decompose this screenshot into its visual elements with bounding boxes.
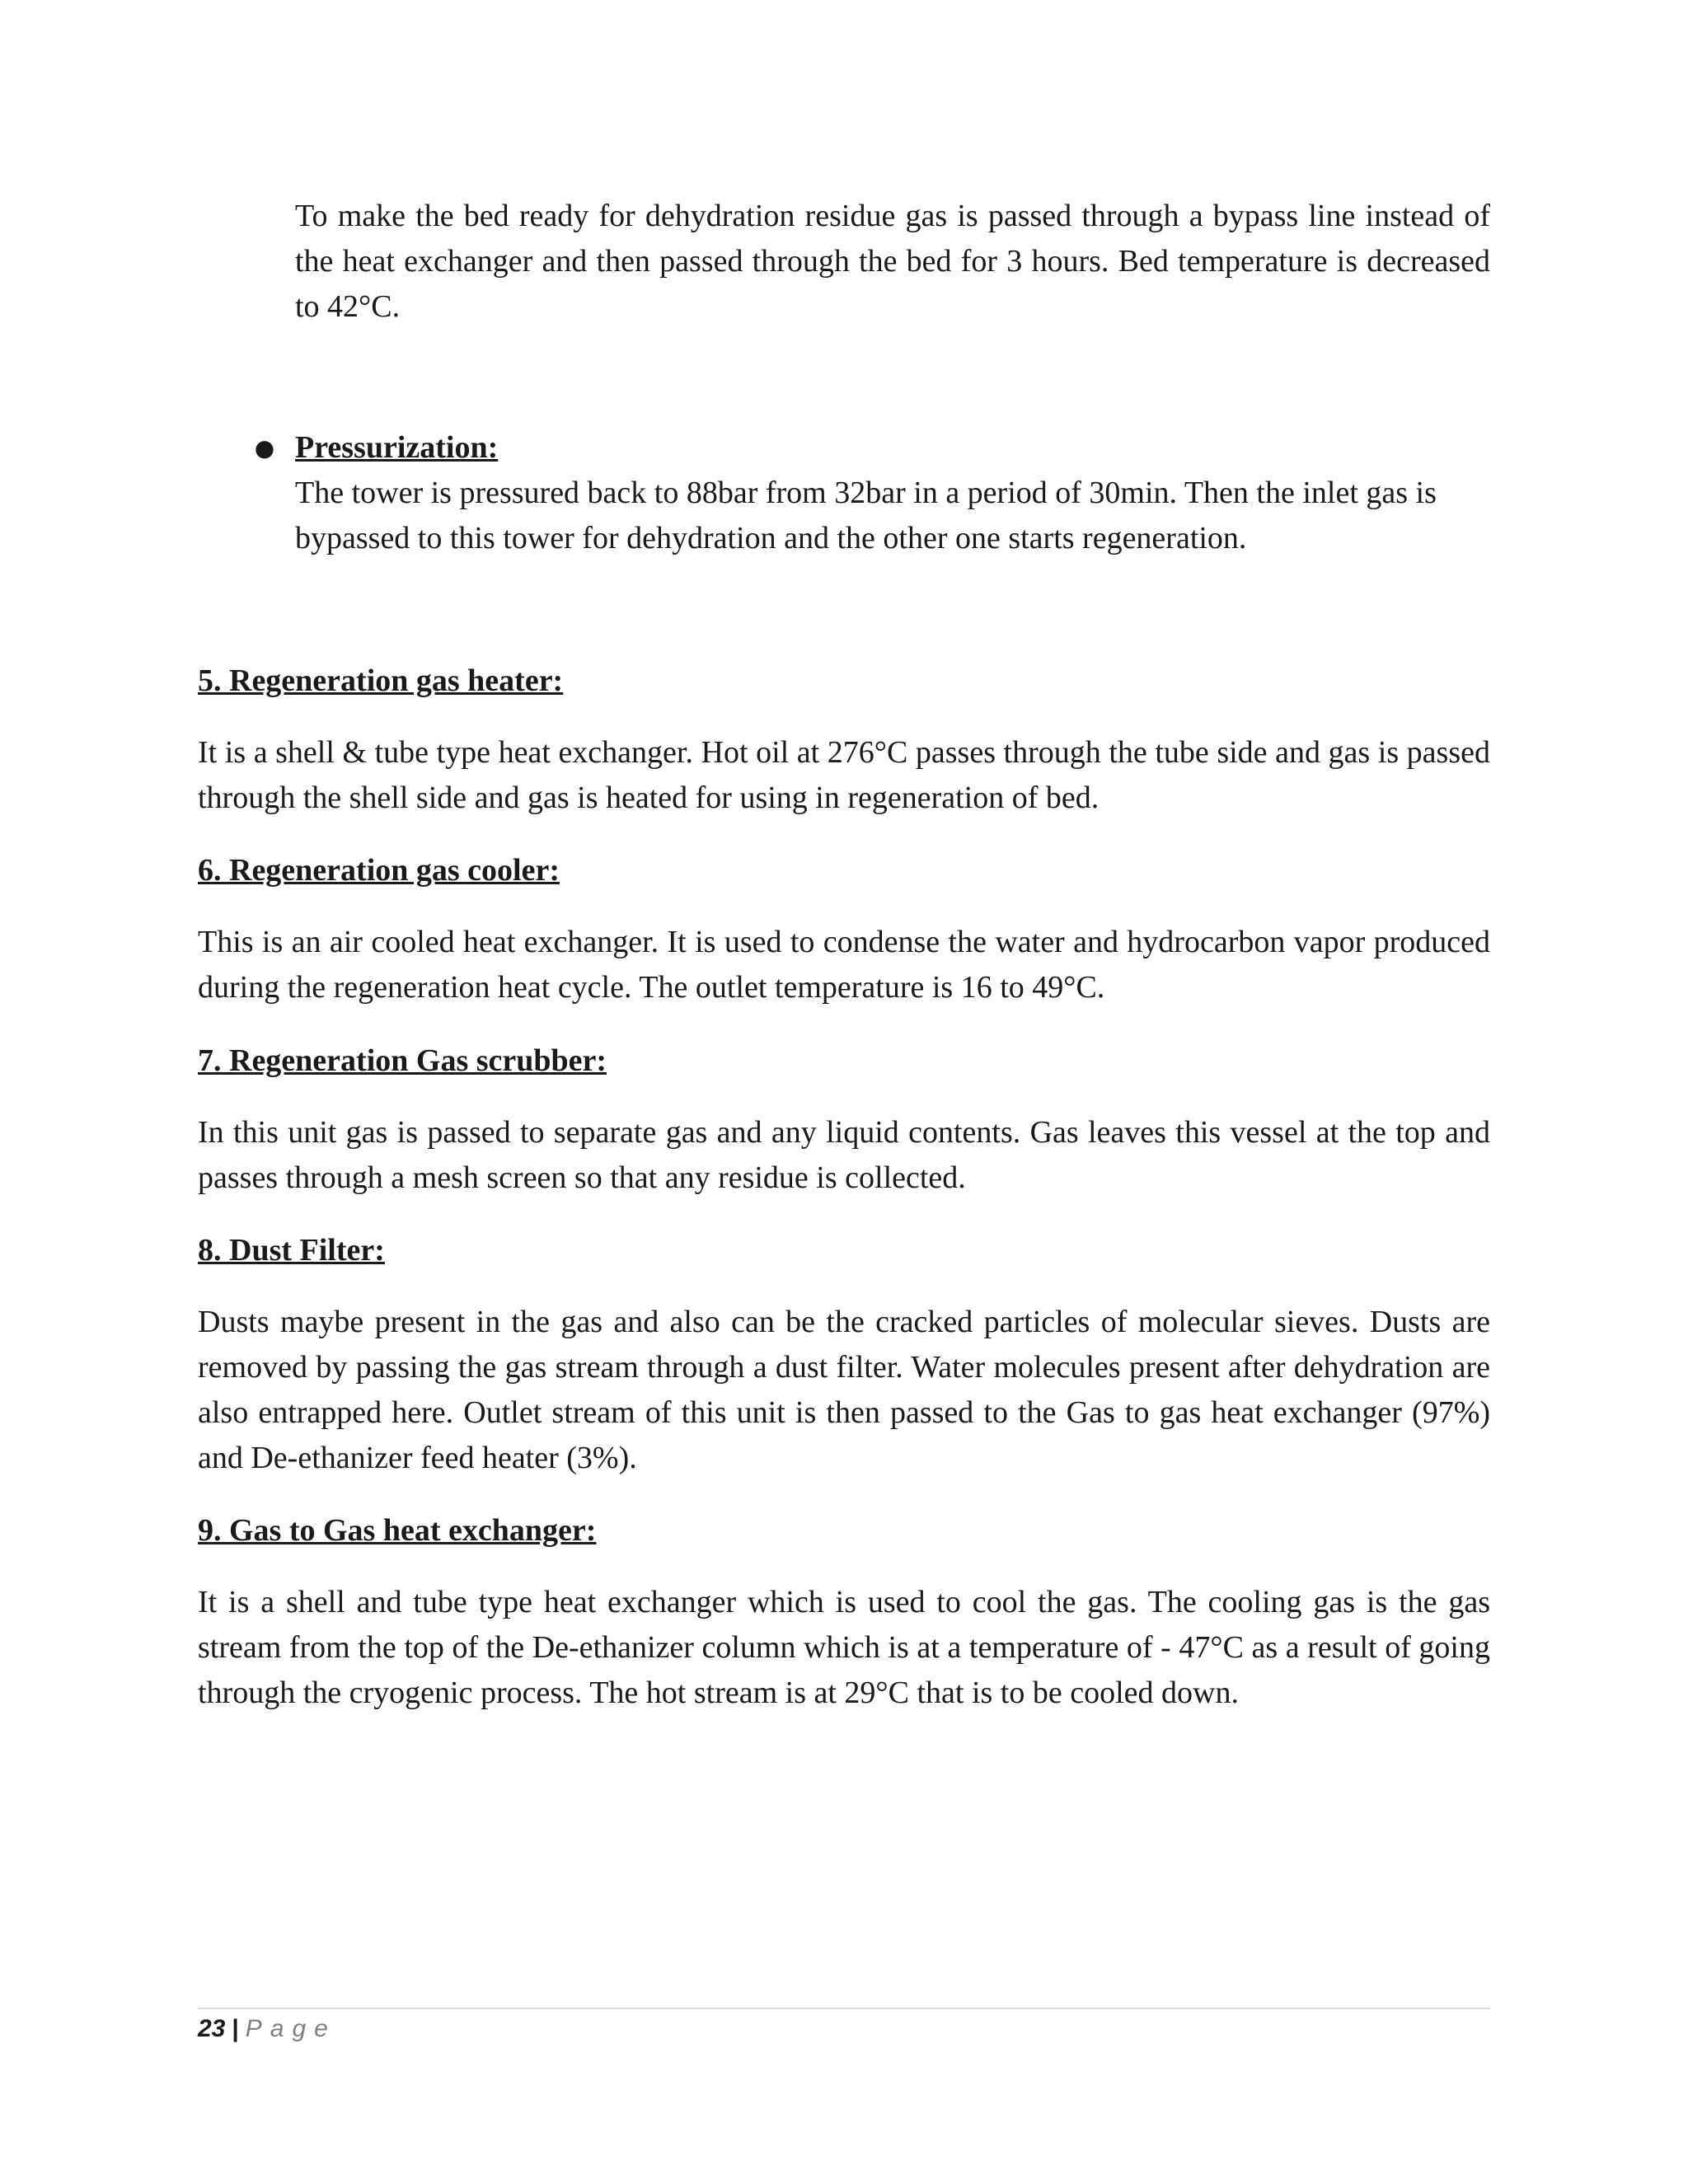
page-label: Page <box>245 2015 336 2042</box>
section-body-regeneration-gas-scrubber: In this unit gas is passed to separate gas and any liquid contents. Gas leaves this vessel at the top and passes through a mesh screen so that any residue is collected. <box>198 1115 1490 1195</box>
section-heading-regeneration-gas-cooler: 6. Regeneration gas cooler: <box>198 853 560 888</box>
section-body-regeneration-gas-cooler: This is an air cooled heat exchanger. It is used to condense the water and hydrocarbon vapor produced during the regeneration heat cycle. The outlet temperature is 16 to 49°C. <box>198 925 1490 1005</box>
bullet-item-pressurization <box>254 425 1490 561</box>
section-body-regeneration-gas-heater: It is a shell & tube type heat exchanger. Hot oil at 276°C passes through the tube side and gas is passed through the shell side and gas is heated for using in regeneration of bed. <box>198 735 1490 815</box>
section-heading-regeneration-gas-heater: 5. Regeneration gas heater: <box>198 663 564 698</box>
section-heading-regeneration-gas-scrubber: 7. Regeneration Gas scrubber: <box>198 1043 607 1078</box>
section-body-gas-to-gas-heat-exchanger: It is a shell and tube type heat exchanger which is used to cool the gas. The cooling gas is the gas stream from the top of the De-ethanizer column which is at a temperature of - 47°C as a result of going through the cryogenic process. The hot stream is at 29°C that is to be cooled down. <box>198 1585 1490 1710</box>
section-body-dust-filter: Dusts maybe present in the gas and also can be the cracked particles of molecular sieves. Dusts are removed by passing the gas stream through a dust filter. Water molecules present after dehydration are also entrapped here. Outlet stream of this unit is then passed to the Gas to gas heat exchanger (97%) and De-ethanizer feed heater (3%). <box>198 1305 1490 1475</box>
bullet-title: Pressurization: <box>295 430 499 465</box>
bullet-icon: ● <box>254 434 275 462</box>
section-heading-dust-filter: 8. Dust Filter: <box>198 1233 385 1268</box>
page-number: 23 <box>198 2015 226 2042</box>
footer-separator: | <box>232 2015 239 2042</box>
intro-paragraph: To make the bed ready for dehydration residue gas is passed through a bypass line instead of the heat exchanger and then passed through the bed for 3 hours. Bed temperature is decreased to 42°C. <box>295 199 1490 324</box>
page-footer <box>198 2011 336 2047</box>
bullet-text: The tower is pressured back to 88bar from 32bar in a period of 30min. Then the inlet gas is bypassed to this tower for dehydration and the other one starts regeneration. <box>295 476 1437 555</box>
section-heading-gas-to-gas-heat-exchanger: 9. Gas to Gas heat exchanger: <box>198 1513 597 1548</box>
footer-divider <box>198 2008 1490 2009</box>
